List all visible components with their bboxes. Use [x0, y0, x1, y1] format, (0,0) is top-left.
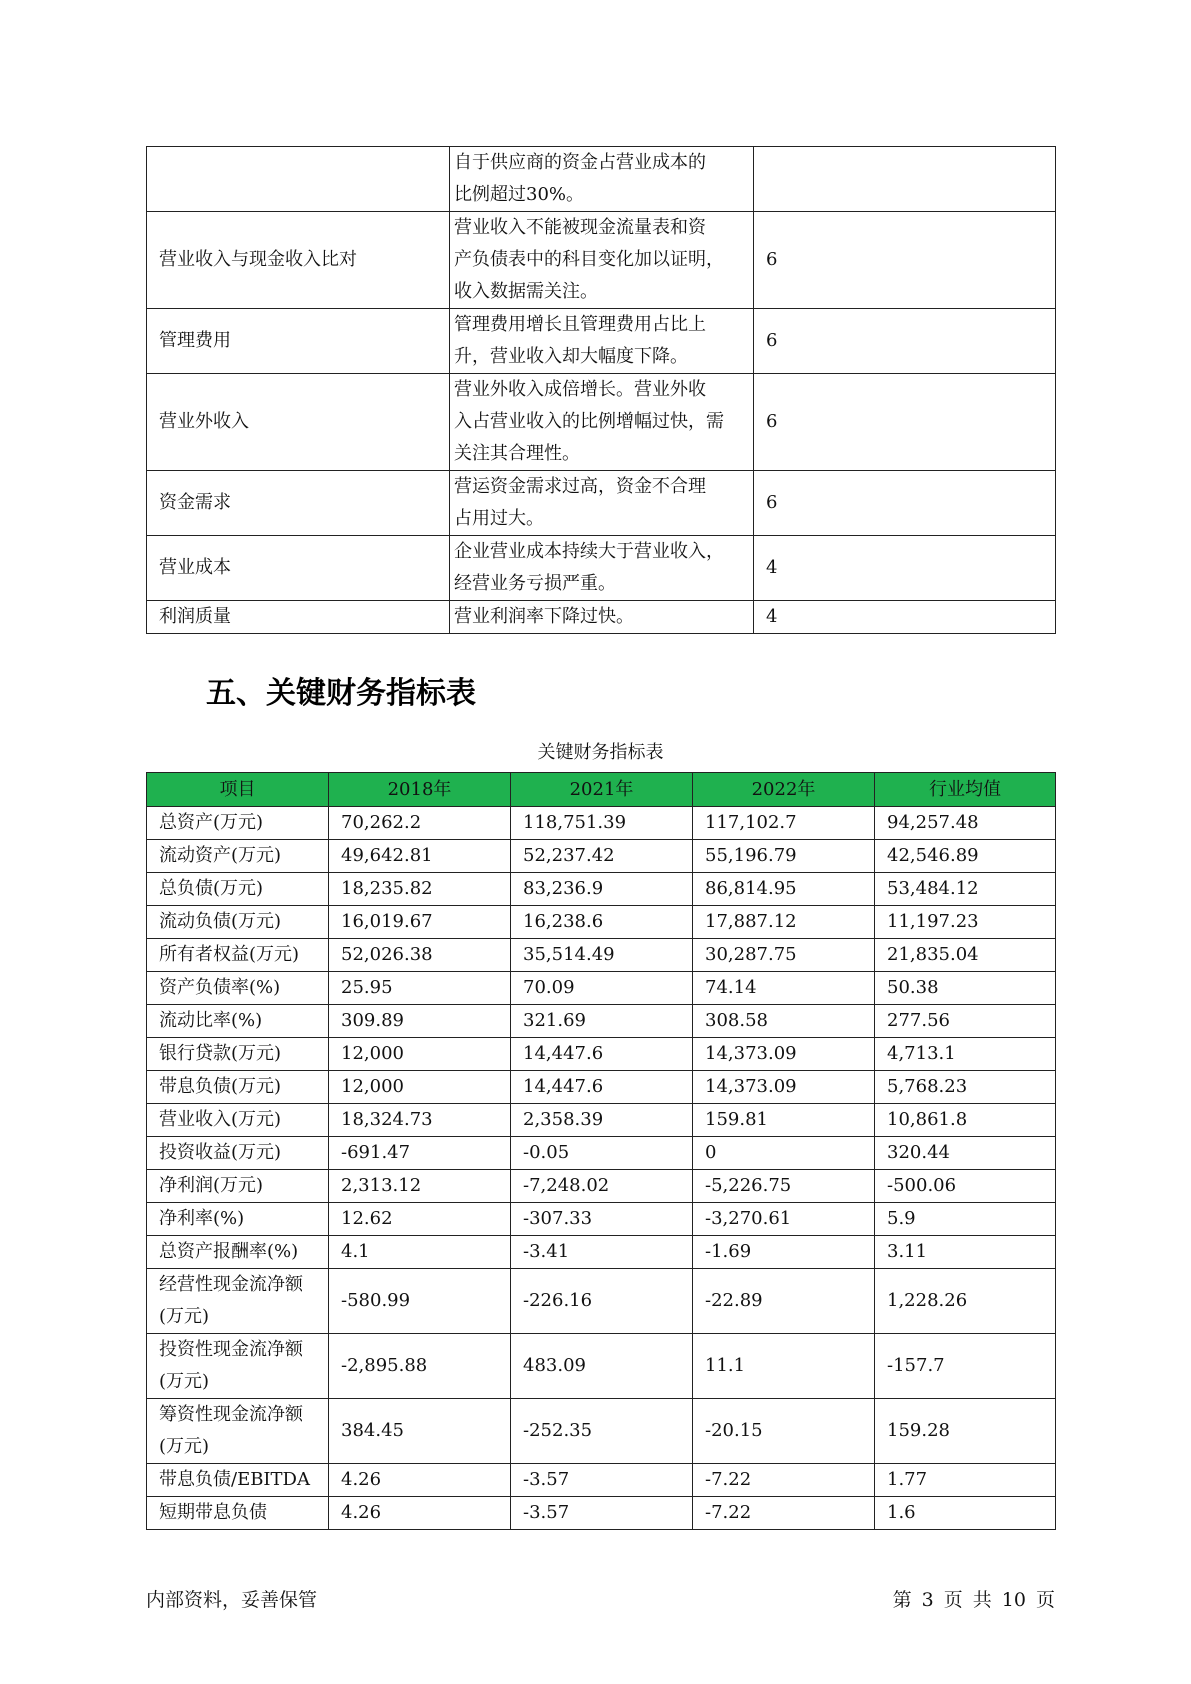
kpi-value-cell: 55,196.79: [693, 840, 875, 873]
kpi-metric-label-line: (万元): [159, 1306, 210, 1327]
risk-description-line: 入占营业收入的比例增幅过快，需: [454, 411, 724, 432]
risk-description-line: 营运资金需求过高，资金不合理: [454, 476, 706, 497]
kpi-metric-label: [147, 1137, 329, 1170]
kpi-metric-label: [147, 1497, 329, 1530]
kpi-value-cell: 14,447.6: [511, 1071, 693, 1104]
kpi-value-cell: 321.69: [511, 1005, 693, 1038]
kpi-metric-label: [147, 840, 329, 873]
kpi-metric-label-line: (万元): [159, 1371, 210, 1392]
kpi-value-cell: 18,324.73: [329, 1104, 511, 1137]
kpi-value-cell: -691.47: [329, 1137, 511, 1170]
kpi-value-cell: -3.41: [511, 1236, 693, 1269]
footer-page-total: 10: [1001, 1589, 1026, 1611]
risk-table-row: [147, 147, 1056, 212]
kpi-value-cell: 0: [693, 1137, 875, 1170]
kpi-table-row: [147, 1038, 1056, 1071]
kpi-metric-label: [147, 972, 329, 1005]
kpi-table-row: [147, 873, 1056, 906]
kpi-table-row: [147, 939, 1056, 972]
risk-description: [450, 212, 754, 309]
kpi-table-row: [147, 807, 1056, 840]
kpi-table-row: [147, 1137, 1056, 1170]
footer-page-unit: 页: [943, 1589, 963, 1611]
kpi-value-cell: 25.95: [329, 972, 511, 1005]
risk-description: [450, 147, 754, 212]
kpi-value-cell: 384.45: [329, 1399, 511, 1464]
kpi-value-cell: -20.15: [693, 1399, 875, 1464]
kpi-value-cell: 159.81: [693, 1104, 875, 1137]
risk-description-line: 自于供应商的资金占营业成本的: [454, 152, 706, 173]
kpi-table-caption: 关键财务指标表: [537, 742, 664, 763]
kpi-value-cell: -0.05: [511, 1137, 693, 1170]
risk-description: [450, 309, 754, 374]
kpi-metric-label: [147, 1334, 329, 1399]
risk-item: 资金需求: [147, 471, 450, 536]
kpi-metric-label: [147, 873, 329, 906]
kpi-value-cell: 21,835.04: [875, 939, 1056, 972]
risk-description-line: 经营业务亏损严重。: [454, 573, 616, 594]
kpi-metric-label: [147, 1170, 329, 1203]
kpi-table-header-row: [147, 773, 1056, 807]
risk-description-line: 企业营业成本持续大于营业收入，: [454, 541, 724, 562]
kpi-metric-label: [147, 1071, 329, 1104]
kpi-table-row: [147, 1334, 1056, 1399]
kpi-metric-label: [147, 1038, 329, 1071]
kpi-metric-label-line: 流动比率(%): [159, 1010, 263, 1031]
kpi-value-cell: -22.89: [693, 1269, 875, 1334]
kpi-metric-label: [147, 1464, 329, 1497]
risk-item: 营业收入与现金收入比对: [147, 212, 450, 309]
risk-description-line: 营业收入不能被现金流量表和资: [454, 217, 706, 238]
risk-description-line: 营业利润率下降过快。: [454, 606, 634, 627]
kpi-value-cell: 12,000: [329, 1071, 511, 1104]
risk-table-row: [147, 471, 1056, 536]
kpi-value-cell: -252.35: [511, 1399, 693, 1464]
kpi-metric-label-line: 经营性现金流净额: [159, 1274, 303, 1295]
kpi-value-cell: 14,373.09: [693, 1071, 875, 1104]
kpi-value-cell: 118,751.39: [511, 807, 693, 840]
kpi-metric-label: [147, 1104, 329, 1137]
risk-description: [450, 601, 754, 634]
risk-description-line: 升，营业收入却大幅度下降。: [454, 346, 688, 367]
kpi-value-cell: 18,235.82: [329, 873, 511, 906]
kpi-value-cell: 50.38: [875, 972, 1056, 1005]
risk-description-line: 管理费用增长且管理费用占比上: [454, 314, 706, 335]
risk-score: 6: [754, 374, 1056, 471]
section-heading: 五、关键财务指标表: [206, 676, 476, 711]
kpi-value-cell: 5,768.23: [875, 1071, 1056, 1104]
kpi-value-cell: 159.28: [875, 1399, 1056, 1464]
kpi-value-cell: 10,861.8: [875, 1104, 1056, 1137]
kpi-value-cell: 53,484.12: [875, 873, 1056, 906]
risk-score: 6: [754, 212, 1056, 309]
risk-item: 管理费用: [147, 309, 450, 374]
kpi-value-cell: 30,287.75: [693, 939, 875, 972]
risk-table: [146, 146, 1056, 634]
footer-page-prefix: 第: [892, 1589, 912, 1611]
kpi-metric-label-line: 净利润(万元): [159, 1175, 264, 1196]
kpi-metric-label-line: 总负债(万元): [159, 878, 264, 899]
risk-description-line: 收入数据需关注。: [454, 281, 598, 302]
risk-score: [754, 147, 1056, 212]
kpi-value-cell: 12.62: [329, 1203, 511, 1236]
kpi-value-cell: 17,887.12: [693, 906, 875, 939]
kpi-value-cell: 14,447.6: [511, 1038, 693, 1071]
risk-score: 4: [754, 536, 1056, 601]
kpi-value-cell: -226.16: [511, 1269, 693, 1334]
risk-score: 4: [754, 601, 1056, 634]
kpi-value-cell: 12,000: [329, 1038, 511, 1071]
risk-description-line: 产负债表中的科目变化加以证明，: [454, 249, 724, 270]
kpi-value-cell: 14,373.09: [693, 1038, 875, 1071]
kpi-metric-label: [147, 1269, 329, 1334]
risk-description: [450, 536, 754, 601]
kpi-value-cell: 1,228.26: [875, 1269, 1056, 1334]
risk-item: 营业成本: [147, 536, 450, 601]
footer-total-prefix: 共: [972, 1589, 992, 1611]
kpi-value-cell: 11.1: [693, 1334, 875, 1399]
kpi-metric-label: [147, 939, 329, 972]
risk-table-row: [147, 601, 1056, 634]
kpi-metric-label-line: 短期带息负债: [159, 1502, 267, 1523]
kpi-value-cell: -500.06: [875, 1170, 1056, 1203]
kpi-metric-label-line: 银行贷款(万元): [159, 1043, 282, 1064]
kpi-value-cell: -5,226.75: [693, 1170, 875, 1203]
kpi-value-cell: -3.57: [511, 1464, 693, 1497]
kpi-value-cell: 52,026.38: [329, 939, 511, 972]
kpi-value-cell: 94,257.48: [875, 807, 1056, 840]
risk-table-row: [147, 536, 1056, 601]
risk-table-row: [147, 374, 1056, 471]
kpi-table-row: [147, 840, 1056, 873]
footer-page-number: [893, 1588, 1055, 1612]
kpi-value-cell: 52,237.42: [511, 840, 693, 873]
risk-description-line: 比例超过30%。: [454, 184, 585, 205]
kpi-value-cell: 70.09: [511, 972, 693, 1005]
kpi-metric-label-line: 营业收入(万元): [159, 1109, 282, 1130]
risk-description: [450, 374, 754, 471]
kpi-table-body: [147, 807, 1056, 1530]
risk-table-row: [147, 212, 1056, 309]
kpi-metric-label-line: 总资产(万元): [159, 812, 264, 833]
kpi-metric-label: [147, 1005, 329, 1038]
kpi-value-cell: -7.22: [693, 1497, 875, 1530]
risk-description: [450, 471, 754, 536]
kpi-metric-label: [147, 1236, 329, 1269]
kpi-table-row: [147, 972, 1056, 1005]
risk-item: 利润质量: [147, 601, 450, 634]
kpi-value-cell: 2,313.12: [329, 1170, 511, 1203]
kpi-value-cell: 1.6: [875, 1497, 1056, 1530]
risk-description-line: 营业外收入成倍增长。营业外收: [454, 379, 706, 400]
kpi-value-cell: -157.7: [875, 1334, 1056, 1399]
kpi-value-cell: 11,197.23: [875, 906, 1056, 939]
kpi-metric-label-line: (万元): [159, 1436, 210, 1457]
kpi-table-row: [147, 1236, 1056, 1269]
kpi-metric-label: [147, 1399, 329, 1464]
kpi-metric-label-line: 带息负债/EBITDA: [159, 1469, 310, 1490]
kpi-table-row: [147, 1464, 1056, 1497]
kpi-value-cell: 49,642.81: [329, 840, 511, 873]
kpi-header-cell: 项目: [147, 773, 329, 807]
kpi-metric-label-line: 流动资产(万元): [159, 845, 282, 866]
kpi-value-cell: -307.33: [511, 1203, 693, 1236]
risk-table-row: [147, 309, 1056, 374]
kpi-value-cell: -7,248.02: [511, 1170, 693, 1203]
kpi-table-row: [147, 906, 1056, 939]
kpi-value-cell: -580.99: [329, 1269, 511, 1334]
kpi-value-cell: 320.44: [875, 1137, 1056, 1170]
risk-item: [147, 147, 450, 212]
kpi-value-cell: 1.77: [875, 1464, 1056, 1497]
kpi-table-row: [147, 1071, 1056, 1104]
kpi-metric-label-line: 投资收益(万元): [159, 1142, 282, 1163]
kpi-metric-label-line: 资产负债率(%): [159, 977, 281, 998]
kpi-value-cell: 74.14: [693, 972, 875, 1005]
kpi-value-cell: 4,713.1: [875, 1038, 1056, 1071]
kpi-value-cell: -3.57: [511, 1497, 693, 1530]
kpi-metric-label-line: 净利率(%): [159, 1208, 245, 1229]
kpi-table: [146, 772, 1056, 1530]
footer-page-current: 3: [921, 1589, 934, 1611]
kpi-value-cell: 16,238.6: [511, 906, 693, 939]
kpi-value-cell: 83,236.9: [511, 873, 693, 906]
kpi-table-row: [147, 1203, 1056, 1236]
kpi-header-cell: 2018年: [329, 773, 511, 807]
kpi-metric-label: [147, 906, 329, 939]
kpi-metric-label-line: 投资性现金流净额: [159, 1339, 303, 1360]
kpi-value-cell: 16,019.67: [329, 906, 511, 939]
risk-item: 营业外收入: [147, 374, 450, 471]
risk-description-line: 占用过大。: [454, 508, 544, 529]
risk-description-line: 关注其合理性。: [454, 443, 580, 464]
kpi-value-cell: 42,546.89: [875, 840, 1056, 873]
kpi-table-row: [147, 1497, 1056, 1530]
kpi-value-cell: 35,514.49: [511, 939, 693, 972]
kpi-table-row: [147, 1399, 1056, 1464]
kpi-value-cell: -7.22: [693, 1464, 875, 1497]
kpi-metric-label-line: 筹资性现金流净额: [159, 1404, 303, 1425]
kpi-value-cell: 117,102.7: [693, 807, 875, 840]
kpi-value-cell: -1.69: [693, 1236, 875, 1269]
kpi-metric-label: [147, 1203, 329, 1236]
footer-confidential-note: 内部资料，妥善保管: [146, 1589, 318, 1611]
kpi-metric-label-line: 所有者权益(万元): [159, 944, 300, 965]
kpi-header-cell: 行业均值: [875, 773, 1056, 807]
kpi-value-cell: -2,895.88: [329, 1334, 511, 1399]
kpi-table-row: [147, 1170, 1056, 1203]
kpi-table-row: [147, 1269, 1056, 1334]
kpi-value-cell: 3.11: [875, 1236, 1056, 1269]
kpi-value-cell: 70,262.2: [329, 807, 511, 840]
risk-score: 6: [754, 471, 1056, 536]
kpi-value-cell: 4.26: [329, 1464, 511, 1497]
risk-table-body: [147, 147, 1056, 634]
kpi-value-cell: 308.58: [693, 1005, 875, 1038]
kpi-header-cell: 2022年: [693, 773, 875, 807]
kpi-table-row: [147, 1104, 1056, 1137]
kpi-value-cell: 86,814.95: [693, 873, 875, 906]
kpi-metric-label: [147, 807, 329, 840]
kpi-metric-label-line: 带息负债(万元): [159, 1076, 282, 1097]
kpi-value-cell: 309.89: [329, 1005, 511, 1038]
kpi-value-cell: 2,358.39: [511, 1104, 693, 1137]
kpi-value-cell: 483.09: [511, 1334, 693, 1399]
kpi-value-cell: 4.26: [329, 1497, 511, 1530]
kpi-value-cell: 277.56: [875, 1005, 1056, 1038]
kpi-header-cell: 2021年: [511, 773, 693, 807]
footer-total-unit: 页: [1035, 1589, 1055, 1611]
kpi-table-row: [147, 1005, 1056, 1038]
risk-score: 6: [754, 309, 1056, 374]
kpi-value-cell: 4.1: [329, 1236, 511, 1269]
kpi-value-cell: 5.9: [875, 1203, 1056, 1236]
kpi-metric-label-line: 流动负债(万元): [159, 911, 282, 932]
kpi-value-cell: -3,270.61: [693, 1203, 875, 1236]
kpi-metric-label-line: 总资产报酬率(%): [159, 1241, 299, 1262]
